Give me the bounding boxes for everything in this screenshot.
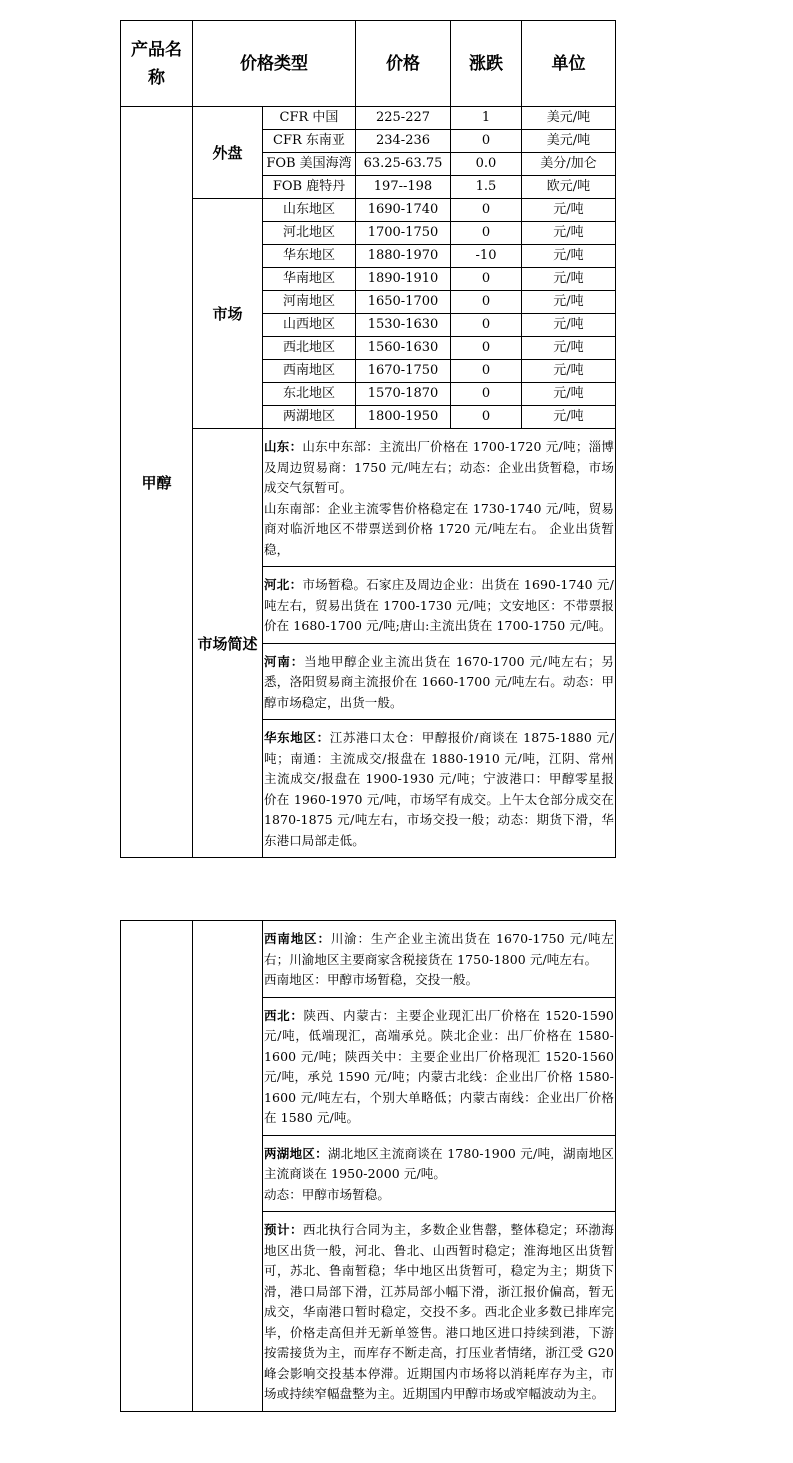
cell-change: 0: [451, 268, 522, 291]
cell-type: 东北地区: [263, 383, 356, 406]
cell-change: 0: [451, 130, 522, 153]
note-block: [263, 1136, 615, 1213]
cell-type: 两湖地区: [263, 406, 356, 429]
note-block: [263, 429, 615, 567]
summary-notes-continued: [263, 921, 616, 1412]
header-change: 涨跌: [451, 21, 522, 107]
cell-price: 63.25-63.75: [356, 153, 451, 176]
cell-unit: 美元/吨: [522, 107, 616, 130]
cell-unit: 元/吨: [522, 383, 616, 406]
note-title: 西北：: [264, 1007, 304, 1023]
note-block: [263, 998, 615, 1136]
note-title: 山东：: [264, 439, 303, 454]
summary-notes: [263, 429, 616, 858]
cell-change: 0: [451, 406, 522, 429]
header-product: 产品名称: [121, 21, 193, 107]
cell-unit: 美分/加仑: [522, 153, 616, 176]
note-block: [263, 644, 615, 721]
cell-type: 西北地区: [263, 337, 356, 360]
cell-change: 0: [451, 199, 522, 222]
note-text: 川渝：生产企业主流出货在 1670-1750 元/吨左右；川渝地区主要商家含税接货在 1750-1800 元/吨左右。: [264, 931, 614, 967]
cell-price: 1890-1910: [356, 268, 451, 291]
cell-unit: 元/吨: [522, 268, 616, 291]
cell-price: 1670-1750: [356, 360, 451, 383]
cell-unit: 元/吨: [522, 360, 616, 383]
cell-change: 0: [451, 314, 522, 337]
cell-type: 华南地区: [263, 268, 356, 291]
cell-change: 0: [451, 337, 522, 360]
price-row: [121, 199, 616, 222]
note-text: 山东南部：企业主流零售价格稳定在 1730-1740 元/吨，贸易商对临沂地区不带票送到价格 1720 元/吨左右。 企业出货暂稳，: [264, 500, 614, 557]
cell-type: 河北地区: [263, 222, 356, 245]
product-cell-empty: [121, 921, 193, 1412]
note-text: 当地甲醇企业主流出货在 1670-1700 元/吨左右；另悉，洛阳贸易商主流报价在 1660-1700 元/吨左右。动态：甲醇市场稳定，出货一般。: [264, 653, 614, 710]
note-title: 华东地区：: [264, 730, 330, 745]
note-text: 市场暂稳。石家庄及周边企业：出货在 1690-1740 元/吨左右，贸易出货在 1700-1730 元/吨；文安地区：不带票报价在 1680-1700 元/吨;唐山:主流出货在 1700-1750 元/吨。: [264, 577, 614, 633]
note-text: 江苏港口太仓：甲醇报价/商谈在 1875-1880 元/吨；南通：主流成交/报盘在 1880-1910 元/吨，江阴、常州主流成交/报盘在 1900-1930 元/吨；宁波港口：甲醇零星报价在 1960-1970 元/吨，市场罕有成交。上午太仓部分成交在 1870-1875 元/吨左右，市场交投一般；动态：期货下滑，华东港口局部走低。: [264, 730, 614, 848]
cell-unit: 元/吨: [522, 314, 616, 337]
cell-price: 197--198: [356, 176, 451, 199]
cell-price: 1880-1970: [356, 245, 451, 268]
cell-price: 225-227: [356, 107, 451, 130]
group-outer: 外盘: [193, 107, 263, 199]
header-price-type: 价格类型: [193, 21, 356, 107]
cell-type: FOB 鹿特丹: [263, 176, 356, 199]
group-market: 市场: [193, 199, 263, 429]
cell-type: 山西地区: [263, 314, 356, 337]
header-row: [121, 21, 616, 107]
cell-type: 山东地区: [263, 199, 356, 222]
cell-change: 0: [451, 291, 522, 314]
cell-change: 0.0: [451, 153, 522, 176]
cell-unit: 元/吨: [522, 291, 616, 314]
cell-price: 1560-1630: [356, 337, 451, 360]
cell-change: 1: [451, 107, 522, 130]
cell-type: FOB 美国海湾: [263, 153, 356, 176]
note-block: [263, 567, 615, 644]
group-summary: 市场简述: [193, 429, 263, 858]
cell-change: 1.5: [451, 176, 522, 199]
cell-price: 1530-1630: [356, 314, 451, 337]
cell-change: 0: [451, 360, 522, 383]
cell-change: -10: [451, 245, 522, 268]
group-cell-empty: [193, 921, 263, 1412]
cell-type: 华东地区: [263, 245, 356, 268]
note-text: 西北执行合同为主，多数企业售罄，整体稳定；环渤海地区出货一般，河北、鲁北、山西暂时稳定；淮海地区出货暂可，苏北、鲁南暂稳；华中地区出货暂可，稳定为主；期货下滑，港口局部下滑，江苏局部小幅下滑，浙江报价偏高，暂无成交，华南港口暂时稳定，交投不多。西北企业多数已排库完毕，价格走高但并无新单签售。港口地区进口持续到港，下游按需接货为主，而库存不断走高，打压业者情绪，浙江受 G20 峰会影响交投基本停滞。近期国内市场将以消耗库存为主，市场或持续窄幅盘整为主。近期国内甲醇市场或窄幅波动为主。: [264, 1222, 614, 1401]
price-table: [120, 20, 616, 858]
cell-type: 西南地区: [263, 360, 356, 383]
cell-unit: 元/吨: [522, 222, 616, 245]
cell-change: 0: [451, 222, 522, 245]
cell-change: 0: [451, 383, 522, 406]
note-text: 西南地区：甲醇市场暂稳，交投一般。: [264, 972, 479, 987]
cell-unit: 元/吨: [522, 337, 616, 360]
cell-price: 1700-1750: [356, 222, 451, 245]
cell-price: 1690-1740: [356, 199, 451, 222]
cell-unit: 元/吨: [522, 199, 616, 222]
summary-row: [121, 429, 616, 858]
cell-type: CFR 中国: [263, 107, 356, 130]
cell-price: 1800-1950: [356, 406, 451, 429]
cell-unit: 元/吨: [522, 406, 616, 429]
cell-unit: 美元/吨: [522, 130, 616, 153]
note-title: 两湖地区：: [264, 1145, 328, 1161]
note-title: 西南地区：: [264, 931, 331, 946]
note-text: 动态：甲醇市场暂稳。: [264, 1186, 391, 1202]
note-text: 湖北地区主流商谈在 1780-1900 元/吨，湖南地区主流商谈在 1950-2000 元/吨。: [264, 1145, 614, 1181]
note-block: [263, 921, 615, 998]
note-block: [263, 1212, 615, 1411]
price-row: [121, 107, 616, 130]
cell-type: 河南地区: [263, 291, 356, 314]
note-text: 陕西、内蒙古：主要企业现汇出厂价格在 1520-1590 元/吨，低端现汇，高端承兑。陕北企业：出厂价格在 1580-1600 元/吨；陕西关中：主要企业出厂价格现汇 1520-1560 元/吨，承兑 1590 元/吨；内蒙古北线：企业出厂价格 1580-1600 元/吨左右，个别大单略低；内蒙古南线：企业出厂价格在 1580 元/吨。: [264, 1007, 614, 1125]
product-name: 甲醇: [121, 107, 193, 858]
cell-unit: 欧元/吨: [522, 176, 616, 199]
summary-table-continued: [120, 920, 616, 1412]
cell-price: 234-236: [356, 130, 451, 153]
header-price: 价格: [356, 21, 451, 107]
cell-type: CFR 东南亚: [263, 130, 356, 153]
note-title: 河南：: [264, 653, 305, 669]
cell-unit: 元/吨: [522, 245, 616, 268]
header-unit: 单位: [522, 21, 616, 107]
cell-price: 1650-1700: [356, 291, 451, 314]
cell-price: 1570-1870: [356, 383, 451, 406]
note-title: 河北：: [264, 577, 303, 592]
note-title: 预计：: [264, 1222, 303, 1237]
note-block: [263, 720, 615, 857]
note-text: 山东中东部：主流出厂价格在 1700-1720 元/吨；淄博及周边贸易商：1750 元/吨左右；动态：企业出货暂稳，市场成交气氛暂可。: [264, 439, 614, 495]
